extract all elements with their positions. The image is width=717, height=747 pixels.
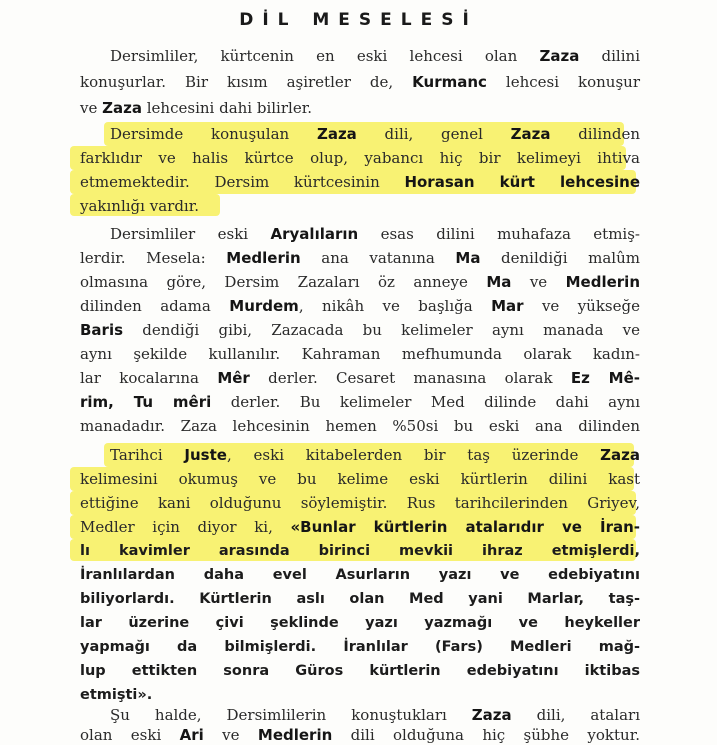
text-line: etmemektedir. Dersim kürtcesinin Horasan kürt lehcesine (80, 173, 640, 191)
text-line: biliyorlardı. Kürtlerin aslı olan Med yani Marlar, taş- (80, 591, 640, 607)
text-line: etmişti». (80, 687, 153, 703)
text-line: olmasına göre, Dersim Zazaları öz anneye Ma ve Medlerin (80, 273, 640, 291)
text-line: Dersimliler eski Aryalıların esas dilini muhafaza etmiş- (110, 225, 640, 243)
text-line: Şu halde, Dersimlilerin konuştukları Zaza dili, ataları (110, 706, 640, 724)
text-line: lar üzerine çivi şeklinde yazı yazmağı ve heykeller (80, 615, 640, 631)
text-line: ve Zaza lehcesini dahi bilirler. (80, 99, 312, 117)
bold-term: Kurmanc (412, 73, 487, 91)
text-line: kelimesini okumuş ve bu kelime eski kürtlerin dilini kast (80, 470, 640, 488)
bold-term: Zaza (510, 125, 551, 143)
text-line: yakınlığı vardır. (80, 197, 200, 215)
bold-term: Medlerin (257, 726, 333, 744)
text-line: lar kocalarına Mêr derler. Cesaret manasına olarak Ez Mê- (80, 369, 640, 387)
bold-term: Horasan kürt lehcesine (404, 173, 640, 191)
bold-term: Ez Mê- (570, 369, 640, 387)
text-line: yapmağı da bilmişlerdi. İranlılar (Fars) Medleri mağ- (80, 639, 640, 655)
text-line: farklıdır ve halis kürtce olup, yabancı hiç bir kelimeyi ihtiva (80, 149, 640, 167)
bold-term: Mêr (217, 369, 250, 387)
text-line: Dersimde konuşulan Zaza dili, genel Zaza dilinden (110, 125, 640, 143)
text-line: Tarihci Juste, eski kitabelerden bir taş üzerinde Zaza (110, 446, 640, 464)
bold-term: rim, Tu mêri (80, 393, 212, 411)
bold-term: Murdem (229, 297, 299, 315)
page-title: DİL MESELESİ (239, 10, 478, 30)
bold-term: Zaza (539, 47, 580, 65)
bold-term: Juste (184, 446, 227, 464)
text-line: dilinden adama Murdem, nikâh ve başlığa Mar ve yükseğe (80, 297, 640, 315)
text-line: lup ettikten sonra Güros kürtlerin edebiyatını iktibas (80, 663, 640, 679)
bold-term: Ma (486, 273, 512, 291)
bold-term: Baris (80, 321, 124, 339)
bold-term: Zaza (600, 446, 640, 464)
bold-term: Zaza (471, 706, 512, 724)
text-line: Dersimliler, kürtcenin en eski lehcesi olan Zaza dilini (110, 47, 640, 65)
text-line: İranlılardan daha evel Asurların yazı ve edebiyatını (80, 567, 640, 583)
text-line: Medler için diyor ki, «Bunlar kürtlerin atalarıdır ve İran- (80, 518, 640, 536)
text-line: lı kavimler arasında birinci mevkii ihraz etmişlerdi, (80, 543, 640, 559)
bold-term: Medlerin (226, 249, 301, 267)
text-line: lerdir. Mesela: Medlerin ana vatanına Ma denildiği malûm (80, 249, 640, 267)
text-line: olan eski Ari ve Medlerin dili olduğuna hiç şübhe yoktur. (80, 726, 640, 744)
text-line: konuşurlar. Bir kısım aşiretler de, Kurmanc lehcesi konuşur (80, 73, 640, 91)
bold-term: Ma (455, 249, 481, 267)
bold-term: Aryalıların (270, 225, 359, 243)
text-line: rim, Tu mêri derler. Bu kelimeler Med dilinde dahi aynı (80, 393, 640, 411)
text-line: manadadır. Zaza lehcesinin hemen %50si bu eski ana dilinden (80, 417, 640, 435)
text-line: Baris dendiği gibi, Zazacada bu kelimeler aynı manada ve (80, 321, 640, 339)
bold-term: «Bunlar kürtlerin atalarıdır ve İran- (290, 518, 640, 536)
bold-term: Zaza (102, 99, 142, 117)
bold-term: Mar (491, 297, 524, 315)
text-line: aynı şekilde kullanılır. Kahraman mefhumunda olarak kadın- (80, 345, 640, 363)
text-line: ettiğine kani olduğunu söylemiştir. Rus tarihcilerinden Griyev, (80, 494, 640, 512)
bold-term: Ari (179, 726, 204, 744)
bold-term: Medlerin (565, 273, 640, 291)
bold-term: Zaza (316, 125, 357, 143)
